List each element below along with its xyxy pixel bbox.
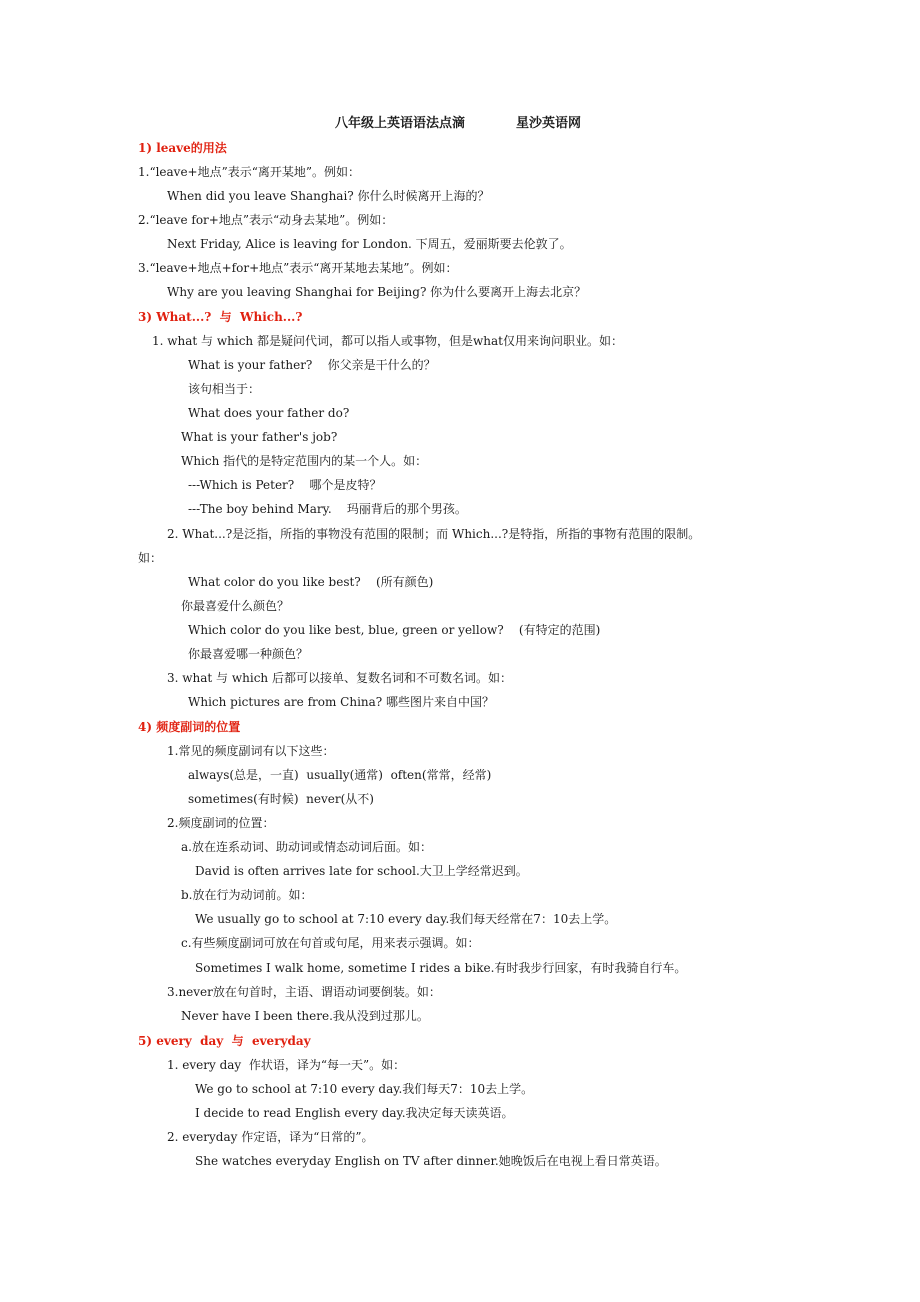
site-name: 星沙英语网 (516, 116, 582, 131)
text-line: 1.常见的频度副词有以下这些： (167, 744, 335, 758)
text-line: Next Friday, Alice is leaving for London. 下周五，爱丽斯要去伦敦了。 (167, 237, 572, 251)
text-line: 1.“leave+地点”表示“离开某地”。例如： (138, 165, 361, 179)
text-line: 2. everyday 作定语，译为“日常的”。 (167, 1130, 374, 1144)
text-line: 你最喜爱什么颜色？ (181, 599, 290, 613)
text-line: Why are you leaving Shanghai for Beijing? 你为什么要离开上海去北京？ (167, 285, 587, 299)
text-line: Which pictures are from China? 哪些图片来自中国？ (188, 695, 495, 709)
text-line: 3. what 与 which 后都可以接单、复数名词和不可数名词。如： (167, 671, 512, 685)
text-line: 你最喜爱哪一种颜色？ (188, 647, 309, 661)
text-line: 该句相当于： (188, 382, 261, 396)
text-line: 2.“leave for+地点”表示“动身去某地”。例如： (138, 213, 394, 227)
text-line: 2.频度副词的位置： (167, 816, 275, 830)
text-line: What color do you like best? (所有颜色) (188, 575, 434, 589)
text-line: Which color do you like best, blue, green or yellow? (有特定的范围) (188, 623, 601, 637)
text-line: always(总是，一直) usually(通常) often(常常，经常) (188, 768, 492, 782)
text-line: What is your father's job? (181, 430, 338, 444)
section-heading-every-day: 5) every day 与 everyday (138, 1034, 311, 1048)
text-line: a.放在连系动词、助动词或情态动词后面。如： (181, 840, 432, 854)
text-line: We usually go to school at 7:10 every day.我们每天经常在7：10去上学。 (195, 912, 617, 926)
text-line: I decide to read English every day.我决定每天读英语。 (195, 1106, 514, 1120)
section-heading-leave: 1) leave的用法 (138, 141, 227, 155)
text-line: David is often arrives late for school.大卫上学经常迟到。 (195, 864, 528, 878)
text-line: b.放在行为动词前。如： (181, 888, 313, 902)
text-line: ---Which is Peter? 哪个是皮特？ (188, 478, 382, 492)
text-line: sometimes(有时候) never(从不) (188, 792, 374, 806)
text-line: ---The boy behind Mary. 玛丽背后的那个男孩。 (188, 502, 467, 516)
text-line: What is your father? 你父亲是干什么的？ (188, 358, 436, 372)
text-line: 3.never放在句首时，主语、谓语动词要倒装。如： (167, 985, 441, 999)
text-line: Never have I been there.我从没到过那儿。 (181, 1009, 429, 1023)
text-line: We go to school at 7:10 every day.我们每天7：10去上学。 (195, 1082, 534, 1096)
text-line: c.有些频度副词可放在句首或句尾，用来表示强调。如： (181, 936, 480, 950)
page-title: 八年级上英语语法点滴 (335, 116, 466, 131)
text-line: 3.“leave+地点+for+地点”表示“离开某地去某地”。例如： (138, 261, 458, 275)
text-line: Which 指代的是特定范围内的某一个人。如： (181, 454, 428, 468)
section-heading-what-which: 3) What...? 与 Which...? (138, 310, 303, 324)
section-heading-frequency-adverbs: 4) 频度副词的位置 (138, 720, 241, 734)
text-line: 2. What...?是泛指，所指的事物没有范围的限制；而 Which...?是特指，所指的事物有范围的限制。 (167, 527, 701, 541)
text-line: She watches everyday English on TV after dinner.她晚饭后在电视上看日常英语。 (195, 1154, 667, 1168)
text-line: 1. what 与 which 都是疑问代词，都可以指人或事物，但是what仅用来询问职业。如： (152, 334, 623, 348)
text-line: 1. every day 作状语，译为“每一天”。如： (167, 1058, 406, 1072)
text-line: 如： (138, 551, 163, 565)
text-line: When did you leave Shanghai? 你什么时候离开上海的？ (167, 189, 490, 203)
text-line: What does your father do? (188, 406, 350, 420)
text-line: Sometimes I walk home, sometime I rides a bike.有时我步行回家，有时我骑自行车。 (195, 961, 687, 975)
